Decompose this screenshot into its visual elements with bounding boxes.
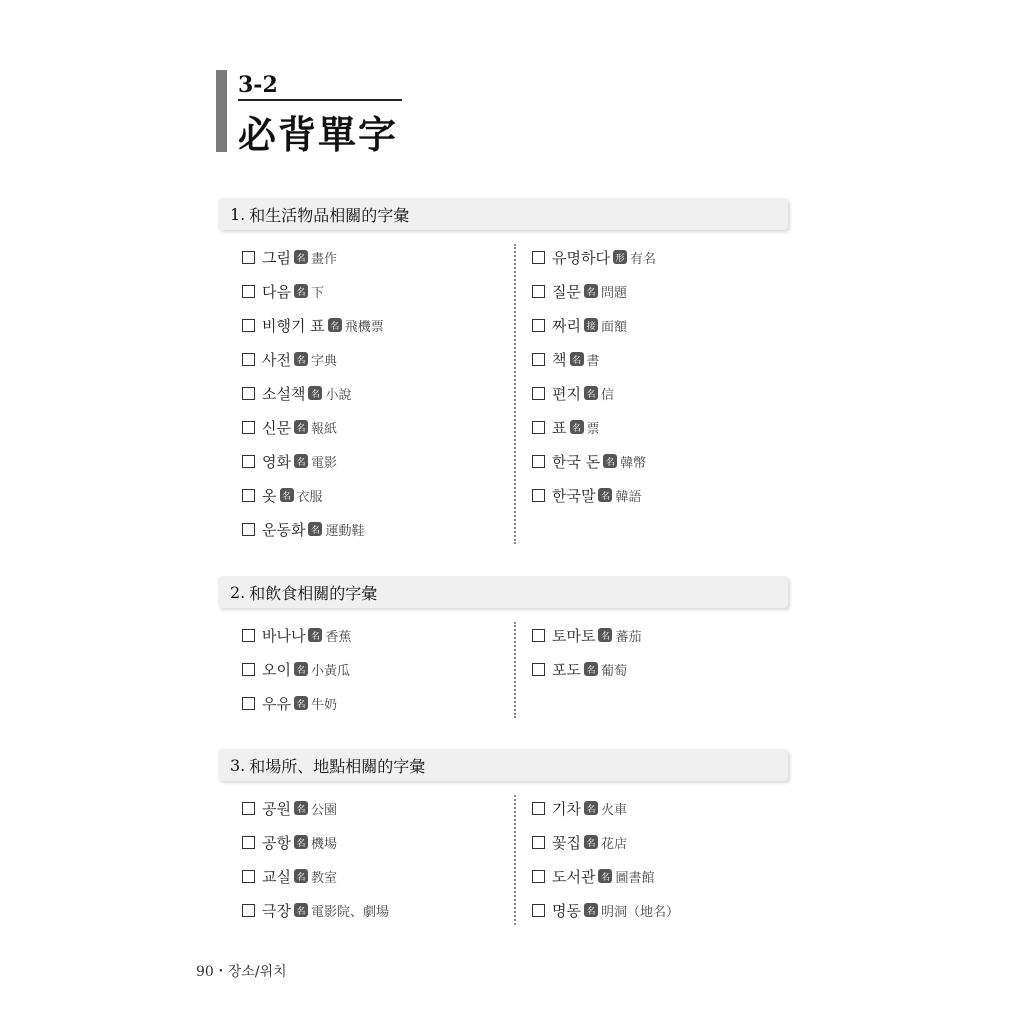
chinese-meaning: 牛奶 bbox=[310, 697, 337, 713]
chapter-name: 장소/위치 bbox=[227, 964, 287, 980]
section-number: 3-2 bbox=[238, 72, 278, 98]
part-of-speech-badge: 名 bbox=[308, 628, 322, 642]
korean-word: 공원 bbox=[262, 799, 291, 818]
vocab-item bbox=[242, 240, 384, 274]
chinese-meaning: 畫作 bbox=[310, 251, 337, 267]
header-rule bbox=[238, 99, 402, 101]
vocab-checkbox[interactable] bbox=[242, 663, 255, 676]
vocab-item bbox=[532, 274, 656, 308]
vocab-checkbox[interactable] bbox=[532, 836, 545, 849]
korean-word: 오이 bbox=[262, 660, 291, 679]
vocab-item bbox=[242, 342, 384, 376]
part-of-speech-badge: 名 bbox=[294, 284, 308, 298]
korean-word: 유명하다 bbox=[552, 248, 610, 267]
vocab-columns bbox=[218, 240, 788, 546]
vocab-columns bbox=[218, 618, 788, 720]
korean-word: 표 bbox=[552, 418, 567, 437]
section-heading-number: 2. bbox=[230, 582, 246, 602]
chinese-meaning: 韓幣 bbox=[620, 455, 647, 471]
chinese-meaning: 下 bbox=[310, 285, 324, 301]
vocab-section-food bbox=[218, 576, 788, 720]
part-of-speech-badge: 名 bbox=[598, 869, 612, 883]
vocab-item bbox=[242, 478, 384, 512]
vocab-item bbox=[532, 308, 656, 342]
header-accent-bar bbox=[216, 70, 227, 152]
section-heading bbox=[218, 749, 788, 781]
page-footer bbox=[196, 961, 287, 981]
part-of-speech-badge: 名 bbox=[294, 662, 308, 676]
chinese-meaning: 教室 bbox=[310, 870, 337, 886]
chinese-meaning: 信 bbox=[600, 387, 614, 403]
vocab-checkbox[interactable] bbox=[242, 629, 255, 642]
vocab-item bbox=[242, 652, 352, 686]
vocab-section-places bbox=[218, 749, 788, 927]
korean-word: 질문 bbox=[552, 282, 581, 301]
vocab-checkbox[interactable] bbox=[532, 663, 545, 676]
vocab-checkbox[interactable] bbox=[242, 387, 255, 400]
part-of-speech-badge: 名 bbox=[598, 628, 612, 642]
vocab-item bbox=[242, 444, 384, 478]
vocab-column-right bbox=[532, 791, 679, 927]
vocab-checkbox[interactable] bbox=[532, 629, 545, 642]
vocab-section-daily-items bbox=[218, 198, 788, 546]
korean-word: 명동 bbox=[552, 901, 581, 920]
vocab-item bbox=[532, 444, 656, 478]
section-heading-title: 和飲食相關的字彙 bbox=[249, 583, 378, 603]
vocab-checkbox[interactable] bbox=[532, 387, 545, 400]
vocab-checkbox[interactable] bbox=[242, 802, 255, 815]
section-heading-title: 和場所、地點相關的字彙 bbox=[249, 756, 426, 776]
chinese-meaning: 運動鞋 bbox=[325, 523, 365, 539]
part-of-speech-badge: 名 bbox=[294, 835, 308, 849]
korean-word: 책 bbox=[552, 350, 567, 369]
korean-word: 비행기 표 bbox=[262, 316, 325, 335]
korean-word: 한국 돈 bbox=[552, 452, 601, 471]
vocab-checkbox[interactable] bbox=[532, 904, 545, 917]
vocab-item bbox=[242, 308, 384, 342]
vocab-checkbox[interactable] bbox=[532, 353, 545, 366]
part-of-speech-badge: 形 bbox=[613, 250, 627, 264]
korean-word: 포도 bbox=[552, 660, 581, 679]
korean-word: 꽃집 bbox=[552, 833, 581, 852]
section-heading bbox=[218, 198, 788, 230]
chinese-meaning: 面額 bbox=[600, 319, 627, 335]
korean-word: 영화 bbox=[262, 452, 291, 471]
part-of-speech-badge: 名 bbox=[584, 284, 598, 298]
part-of-speech-badge: 名 bbox=[603, 454, 617, 468]
part-of-speech-badge: 名 bbox=[280, 488, 294, 502]
vocab-checkbox[interactable] bbox=[532, 319, 545, 332]
korean-word: 짜리 bbox=[552, 316, 581, 335]
chinese-meaning: 圖書館 bbox=[615, 870, 655, 886]
chinese-meaning: 報紙 bbox=[310, 421, 337, 437]
vocab-item bbox=[532, 376, 656, 410]
chinese-meaning: 衣服 bbox=[296, 489, 323, 505]
vocab-column-right bbox=[532, 618, 642, 686]
vocab-column-left bbox=[242, 791, 389, 927]
section-heading-number: 1. bbox=[230, 204, 246, 224]
vocab-item bbox=[532, 342, 656, 376]
korean-word: 도서관 bbox=[552, 867, 596, 886]
part-of-speech-badge: 名 bbox=[598, 488, 612, 502]
part-of-speech-badge: 名 bbox=[328, 318, 342, 332]
vocab-checkbox[interactable] bbox=[242, 251, 255, 264]
chinese-meaning: 書 bbox=[586, 353, 600, 369]
chinese-meaning: 小黃瓜 bbox=[310, 663, 350, 679]
korean-word: 교실 bbox=[262, 867, 291, 886]
vocab-checkbox[interactable] bbox=[532, 489, 545, 502]
vocab-item bbox=[532, 618, 642, 652]
part-of-speech-badge: 名 bbox=[294, 801, 308, 815]
vocab-checkbox[interactable] bbox=[532, 802, 545, 815]
vocab-item bbox=[532, 478, 656, 512]
part-of-speech-badge: 名 bbox=[294, 696, 308, 710]
chinese-meaning: 花店 bbox=[600, 836, 627, 852]
korean-word: 편지 bbox=[552, 384, 581, 403]
chinese-meaning: 明洞（地名） bbox=[600, 904, 679, 920]
column-divider bbox=[514, 244, 516, 544]
chinese-meaning: 有名 bbox=[629, 251, 656, 267]
vocab-columns bbox=[218, 791, 788, 927]
chinese-meaning: 問題 bbox=[600, 285, 627, 301]
korean-word: 다음 bbox=[262, 282, 291, 301]
vocab-checkbox[interactable] bbox=[242, 421, 255, 434]
korean-word: 소설책 bbox=[262, 384, 306, 403]
part-of-speech-badge: 名 bbox=[294, 903, 308, 917]
vocab-item bbox=[242, 791, 389, 825]
vocab-item bbox=[242, 274, 384, 308]
chinese-meaning: 葡萄 bbox=[600, 663, 627, 679]
chinese-meaning: 字典 bbox=[310, 353, 337, 369]
part-of-speech-badge: 名 bbox=[584, 662, 598, 676]
chinese-meaning: 票 bbox=[586, 421, 600, 437]
part-of-speech-badge: 名 bbox=[308, 522, 322, 536]
vocab-column-left bbox=[242, 240, 384, 546]
vocab-item bbox=[532, 825, 679, 859]
chinese-meaning: 電影 bbox=[310, 455, 337, 471]
korean-word: 옷 bbox=[262, 486, 277, 505]
vocab-item bbox=[242, 893, 389, 927]
part-of-speech-badge: 名 bbox=[308, 386, 322, 400]
korean-word: 한국말 bbox=[552, 486, 596, 505]
vocab-item bbox=[242, 512, 384, 546]
korean-word: 운동화 bbox=[262, 520, 306, 539]
chinese-meaning: 韓語 bbox=[615, 489, 642, 505]
vocab-checkbox[interactable] bbox=[242, 319, 255, 332]
vocab-checkbox[interactable] bbox=[242, 455, 255, 468]
vocab-checkbox[interactable] bbox=[242, 285, 255, 298]
vocab-checkbox[interactable] bbox=[532, 421, 545, 434]
vocab-item bbox=[242, 376, 384, 410]
korean-word: 공항 bbox=[262, 833, 291, 852]
part-of-speech-badge: 名 bbox=[294, 869, 308, 883]
part-of-speech-badge: 名 bbox=[570, 420, 584, 434]
korean-word: 사전 bbox=[262, 350, 291, 369]
column-divider bbox=[514, 622, 516, 718]
vocab-item bbox=[242, 825, 389, 859]
chinese-meaning: 香蕉 bbox=[325, 629, 352, 645]
vocab-item bbox=[532, 240, 656, 274]
chinese-meaning: 電影院、劇場 bbox=[310, 904, 389, 920]
vocab-item bbox=[532, 652, 642, 686]
vocab-checkbox[interactable] bbox=[242, 904, 255, 917]
vocab-item bbox=[532, 791, 679, 825]
vocab-item bbox=[242, 686, 352, 720]
vocab-item bbox=[242, 410, 384, 444]
korean-word: 토마토 bbox=[552, 626, 596, 645]
page-title: 必背單字 bbox=[238, 113, 399, 157]
chinese-meaning: 蕃茄 bbox=[615, 629, 642, 645]
vocab-checkbox[interactable] bbox=[242, 836, 255, 849]
part-of-speech-badge: 接 bbox=[584, 318, 598, 332]
vocab-column-right bbox=[532, 240, 656, 512]
chinese-meaning: 飛機票 bbox=[344, 319, 384, 335]
korean-word: 기차 bbox=[552, 799, 581, 818]
part-of-speech-badge: 名 bbox=[570, 352, 584, 366]
part-of-speech-badge: 名 bbox=[584, 801, 598, 815]
part-of-speech-badge: 名 bbox=[584, 903, 598, 917]
part-of-speech-badge: 名 bbox=[584, 386, 598, 400]
vocab-checkbox[interactable] bbox=[242, 523, 255, 536]
section-heading-number: 3. bbox=[230, 755, 246, 775]
chinese-meaning: 火車 bbox=[600, 802, 627, 818]
part-of-speech-badge: 名 bbox=[294, 454, 308, 468]
korean-word: 신문 bbox=[262, 418, 291, 437]
vocab-checkbox[interactable] bbox=[242, 489, 255, 502]
vocab-checkbox[interactable] bbox=[532, 285, 545, 298]
vocab-checkbox[interactable] bbox=[532, 870, 545, 883]
chinese-meaning: 機場 bbox=[310, 836, 337, 852]
vocab-checkbox[interactable] bbox=[242, 353, 255, 366]
vocab-checkbox[interactable] bbox=[532, 251, 545, 264]
column-divider bbox=[514, 795, 516, 925]
part-of-speech-badge: 名 bbox=[294, 250, 308, 264]
vocab-checkbox[interactable] bbox=[242, 697, 255, 710]
vocab-item bbox=[532, 859, 679, 893]
part-of-speech-badge: 名 bbox=[584, 835, 598, 849]
vocab-item bbox=[532, 893, 679, 927]
korean-word: 바나나 bbox=[262, 626, 306, 645]
vocab-checkbox[interactable] bbox=[242, 870, 255, 883]
part-of-speech-badge: 名 bbox=[294, 420, 308, 434]
page-number: 90 bbox=[196, 964, 214, 980]
section-heading bbox=[218, 576, 788, 608]
chinese-meaning: 公園 bbox=[310, 802, 337, 818]
korean-word: 극장 bbox=[262, 901, 291, 920]
part-of-speech-badge: 名 bbox=[294, 352, 308, 366]
chinese-meaning: 小說 bbox=[325, 387, 352, 403]
vocab-checkbox[interactable] bbox=[532, 455, 545, 468]
footer-separator: ・ bbox=[213, 964, 228, 980]
section-heading-title: 和生活物品相關的字彙 bbox=[249, 205, 410, 225]
korean-word: 우유 bbox=[262, 694, 291, 713]
vocab-item bbox=[242, 859, 389, 893]
vocab-column-left bbox=[242, 618, 352, 720]
korean-word: 그림 bbox=[262, 248, 291, 267]
vocab-item bbox=[532, 410, 656, 444]
vocab-item bbox=[242, 618, 352, 652]
